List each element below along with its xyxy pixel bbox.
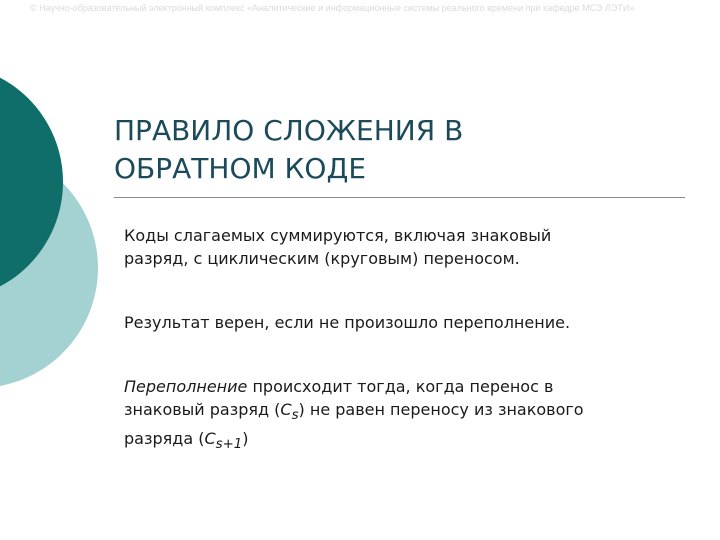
bullet-3-text-3: ) не равен переносу из знакового <box>298 400 584 419</box>
bullet-2-text: Результат верен, если не произошло переполнение. <box>124 313 571 332</box>
bullet-overflow-definition <box>124 375 684 456</box>
overflow-term: Переполнение <box>124 377 248 396</box>
bullet-result-valid <box>124 311 684 334</box>
carry-subscript-s: s <box>291 408 299 424</box>
bullet-3-text-5: ) <box>242 429 249 449</box>
carry-variable-cs1: C <box>204 429 216 449</box>
bullet-3-text-1: происходит тогда, когда перенос в <box>247 377 554 396</box>
copyright-watermark: © Научно-образовательный электронный комплекс «Аналитические и информационные системы реального времени при кафедре МСЭ ЛЭТИ» <box>30 3 635 13</box>
carry-subscript-s-plus-1: s+1 <box>215 437 243 453</box>
slide-title-line-1: ПРАВИЛО СЛОЖЕНИЯ В <box>114 114 464 147</box>
slide-title-line-2: ОБРАТНОМ КОДЕ <box>114 152 367 185</box>
bullet-1-line-1: Коды слагаемых суммируются, включая знаковый <box>124 226 552 245</box>
bullet-3-text-2: знаковый разряд ( <box>124 400 281 419</box>
bullet-1-line-2: разряд, с циклическим (круговым) переносом. <box>124 249 520 268</box>
bullet-3-text-4: разряда ( <box>124 429 205 449</box>
slide-title <box>114 112 674 188</box>
decorative-circles <box>0 0 120 540</box>
carry-variable-cs: C <box>280 400 292 419</box>
bullet-addition-rule <box>124 224 684 270</box>
title-divider <box>114 197 685 198</box>
